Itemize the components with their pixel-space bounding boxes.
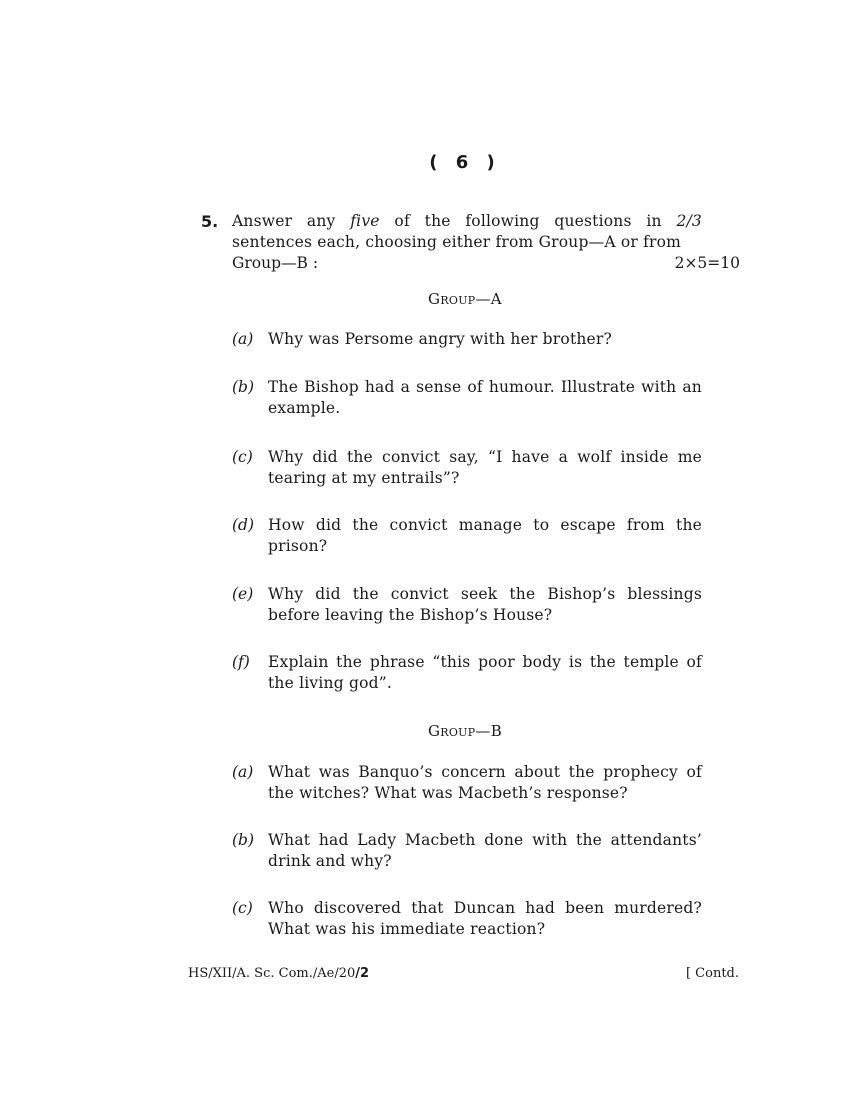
item-label: (b) xyxy=(232,831,255,849)
paper-code-suffix: /2 xyxy=(355,966,370,981)
instruction-fraction: 2/3 xyxy=(676,212,702,230)
question-instruction xyxy=(232,211,702,253)
item-text: Who discovered that Duncan had been murdered? What was his immediate reaction? xyxy=(268,899,702,938)
item-text: What was Banquo’s concern about the prophecy of the witches? What was Macbeth’s response? xyxy=(268,763,702,802)
instruction-italic-word: five xyxy=(350,212,380,230)
paper-code-text: HS/XII/A. Sc. Com./Ae/20 xyxy=(188,966,356,981)
instruction-text-end: sentences each, choosing either from Group—A or from xyxy=(232,233,682,251)
item-text: Why was Persome angry with her brother? xyxy=(268,330,613,348)
item-label: (e) xyxy=(232,585,254,603)
question-last-line xyxy=(232,253,740,274)
question-number: 5. xyxy=(201,212,219,231)
paper-code xyxy=(188,966,369,981)
question-marks: 2×5=10 xyxy=(674,254,740,272)
page-number: ( 6 ) xyxy=(429,152,501,173)
instruction-text-start: Answer any xyxy=(232,212,351,230)
group-a-heading: Group—A xyxy=(428,290,502,308)
item-text: The Bishop had a sense of humour. Illustrate with an example. xyxy=(268,378,702,417)
item-label: (a) xyxy=(232,330,254,348)
item-label: (c) xyxy=(232,448,253,466)
item-label: (d) xyxy=(232,516,255,534)
item-label: (a) xyxy=(232,763,254,781)
instruction-text-mid: of the following questions in xyxy=(379,212,677,230)
instruction-last-line: Group—B : xyxy=(232,254,319,272)
item-label: (c) xyxy=(232,899,253,917)
item-text: What had Lady Macbeth done with the attendants’ drink and why? xyxy=(268,831,702,870)
group-b-heading: Group—B xyxy=(427,722,503,740)
item-label: (b) xyxy=(232,378,255,396)
continued-marker: [ Contd. xyxy=(685,966,739,981)
item-text: Why did the convict seek the Bishop’s blessings before leaving the Bishop’s House? xyxy=(268,585,702,624)
item-text: Explain the phrase “this poor body is the temple of the living god”. xyxy=(268,653,702,692)
item-text: Why did the convict say, “I have a wolf inside me tearing at my entrails”? xyxy=(268,448,702,487)
item-text: How did the convict manage to escape from the prison? xyxy=(268,516,702,555)
item-label: (f) xyxy=(232,653,250,671)
